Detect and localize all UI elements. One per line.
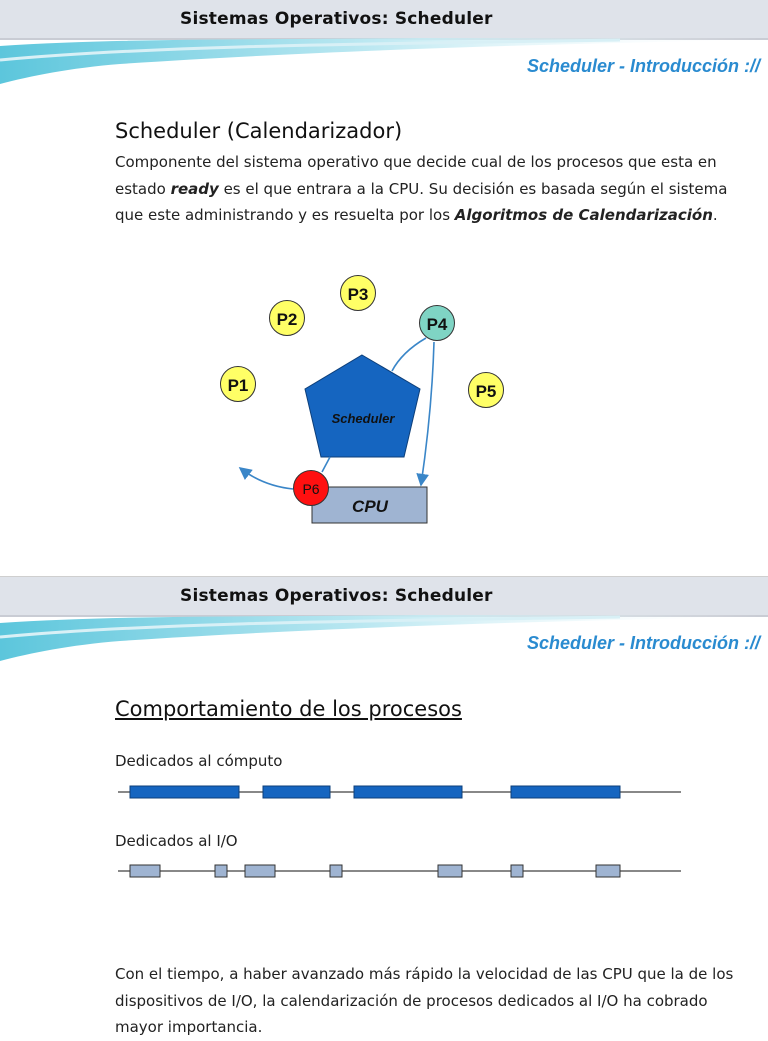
arrow-p6-out <box>240 468 293 489</box>
process-p2-label: P2 <box>276 310 298 329</box>
process-p3-label: P3 <box>347 285 369 304</box>
process-p1 <box>221 367 256 402</box>
arrow-p4-to-scheduler <box>392 338 426 371</box>
compute-burst <box>354 786 462 798</box>
algorithms-emphasis: Algoritmos de Calendarización <box>454 206 713 224</box>
compute-burst <box>263 786 330 798</box>
arrow-p4-to-cpu <box>421 342 434 485</box>
compute-bound-label: Dedicados al cómputo <box>115 752 283 770</box>
process-p5 <box>469 373 504 408</box>
io-burst <box>130 865 160 877</box>
slide-2 <box>0 576 768 1036</box>
process-p6 <box>294 471 329 506</box>
slide-paragraph: Componente del sistema operativo que decide cual de los procesos que esta en estado ready es el que entrara a la CPU. Su decisión es basada según el sistema que este administrando y es resuelta por los Algoritmos de Calendarización. <box>115 153 728 224</box>
process-p1-label: P1 <box>227 376 249 395</box>
process-p2 <box>270 301 305 336</box>
io-burst <box>245 865 275 877</box>
cpu-label: CPU <box>352 497 388 516</box>
compute-burst <box>511 786 620 798</box>
io-burst <box>330 865 342 877</box>
compute-burst <box>130 786 239 798</box>
process-p3 <box>341 276 376 311</box>
scheduler-pentagon <box>305 355 420 457</box>
scheduler-label: Scheduler <box>331 411 395 426</box>
arrow-scheduler-to-p6 <box>322 457 330 472</box>
slide-heading: Comportamiento de los procesos <box>115 697 462 721</box>
slide-paragraph: Con el tiempo, a haber avanzado más rápido la velocidad de las CPU que la de los dispositivos de I/O, la calendarización de procesos dedicados al I/O ha cobrado mayor importancia. <box>115 965 734 1036</box>
io-burst <box>215 865 227 877</box>
process-p5-label: P5 <box>475 382 497 401</box>
io-burst <box>438 865 462 877</box>
slide-heading: Scheduler (Calendarizador) <box>115 119 403 143</box>
header-title: Sistemas Operativos: Scheduler <box>180 9 493 29</box>
io-burst <box>596 865 620 877</box>
process-p4-label: P4 <box>426 315 448 334</box>
process-p4 <box>420 306 455 341</box>
section-subtitle: Scheduler - Introducción :// <box>526 56 760 76</box>
process-timelines <box>0 577 768 897</box>
io-burst <box>511 865 523 877</box>
header-title: Sistemas Operativos: Scheduler <box>180 586 493 606</box>
process-p6-label: P6 <box>302 481 320 497</box>
section-subtitle: Scheduler - Introducción :// <box>526 633 760 653</box>
ready-emphasis: ready <box>170 179 219 198</box>
io-bound-label: Dedicados al I/O <box>115 832 238 850</box>
